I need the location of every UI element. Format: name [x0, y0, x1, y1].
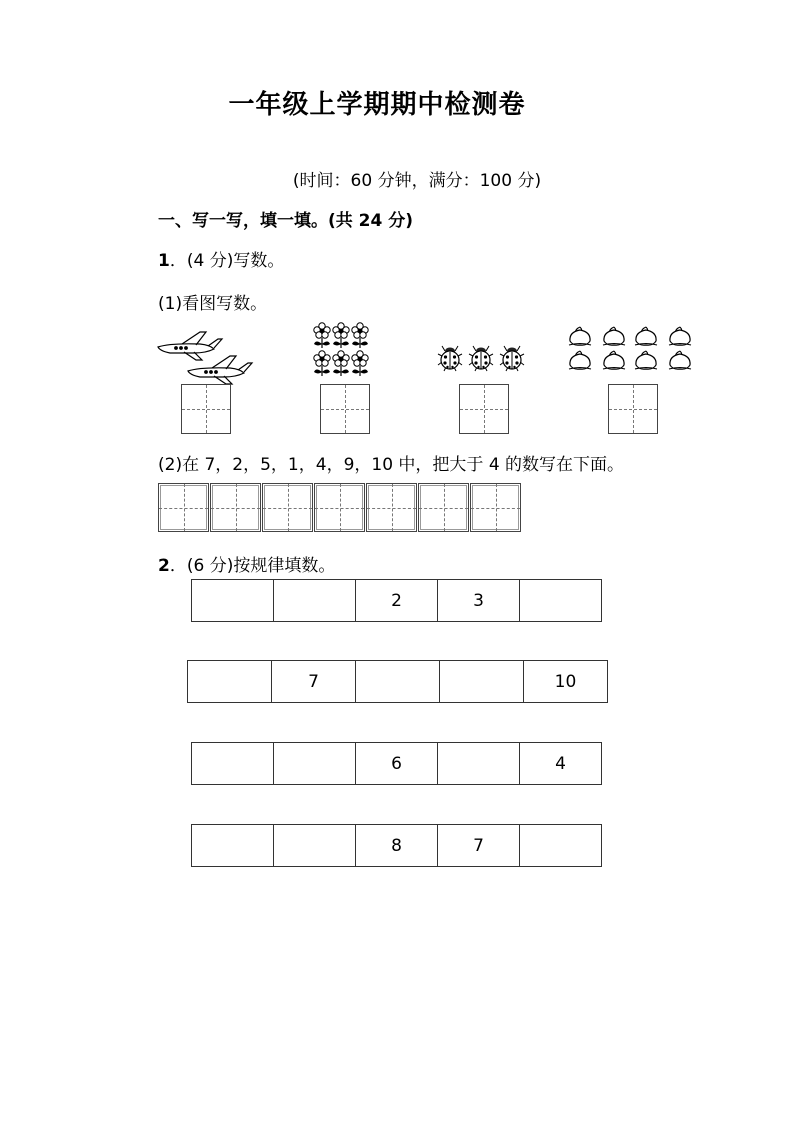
ladybug-icon — [438, 346, 462, 371]
question-1-part-2: (2)在 7，2，5，1，4，9，10 中，把大于 4 的数写在下面。 — [158, 455, 625, 475]
page-title: 一年级上学期期中检测卷 — [228, 90, 526, 120]
peaches-picture — [567, 324, 699, 374]
answer-box[interactable] — [210, 483, 261, 532]
answer-box-airplanes[interactable] — [181, 384, 231, 434]
flower-icon — [333, 351, 349, 376]
sequence-cell: 3 — [438, 580, 520, 622]
question-text: ．(6 分)按规律填数。 — [169, 556, 336, 576]
question-2-heading — [158, 551, 335, 576]
answer-box-flowers[interactable] — [320, 384, 370, 434]
sequence-cell[interactable] — [192, 580, 274, 622]
ladybug-icon — [469, 346, 493, 371]
airplane-icon — [158, 332, 222, 360]
question-1-part-1: (1)看图写数。 — [158, 294, 268, 314]
sequence-cell[interactable] — [274, 743, 356, 785]
exam-info: (时间：60 分钟，满分：100 分) — [292, 171, 542, 191]
flower-icon — [352, 323, 368, 348]
sequence-cell[interactable] — [192, 743, 274, 785]
flower-icon — [314, 351, 330, 376]
question-text: ．(4 分)写数。 — [169, 251, 285, 271]
answer-box-ladybugs[interactable] — [459, 384, 509, 434]
sequence-cell[interactable] — [520, 580, 602, 622]
sequence-row-3 — [191, 742, 602, 785]
sequence-cell: 4 — [520, 743, 602, 785]
sequence-cell[interactable] — [356, 661, 440, 703]
question-1-heading — [158, 246, 284, 271]
sequence-cell: 7 — [272, 661, 356, 703]
peach-icon — [603, 351, 625, 369]
sequence-cell: 2 — [356, 580, 438, 622]
sequence-cell[interactable] — [192, 825, 274, 867]
answer-box[interactable] — [314, 483, 365, 532]
answer-box[interactable] — [262, 483, 313, 532]
flower-icon — [352, 351, 368, 376]
sequence-cell: 8 — [356, 825, 438, 867]
question-number: 2 — [158, 556, 170, 576]
sequence-cell[interactable] — [188, 661, 272, 703]
sequence-cell: 6 — [356, 743, 438, 785]
sequence-cell[interactable] — [520, 825, 602, 867]
peach-icon — [669, 351, 691, 369]
answer-box[interactable] — [418, 483, 469, 532]
answer-box-peaches[interactable] — [608, 384, 658, 434]
sequence-cell: 7 — [438, 825, 520, 867]
sequence-cell[interactable] — [438, 743, 520, 785]
peach-icon — [635, 351, 657, 369]
sequence-row-1 — [191, 579, 602, 622]
answer-box[interactable] — [470, 483, 521, 532]
peach-icon — [603, 327, 625, 345]
peach-icon — [635, 327, 657, 345]
sequence-cell[interactable] — [274, 580, 356, 622]
flowers-picture — [313, 322, 371, 378]
airplanes-picture — [156, 330, 256, 382]
ladybugs-picture — [437, 341, 529, 373]
sequence-row-4 — [191, 824, 602, 867]
answer-box[interactable] — [366, 483, 417, 532]
sequence-cell: 10 — [524, 661, 608, 703]
question-number: 1 — [158, 251, 170, 271]
peach-icon — [569, 351, 591, 369]
ladybug-icon — [500, 346, 524, 371]
sequence-cell[interactable] — [440, 661, 524, 703]
flower-icon — [333, 323, 349, 348]
sequence-row-2 — [187, 660, 608, 703]
answer-box[interactable] — [158, 483, 209, 532]
peach-icon — [669, 327, 691, 345]
flower-icon — [314, 323, 330, 348]
section-heading: 一、写一写，填一填。(共 24 分) — [158, 211, 414, 231]
sequence-cell[interactable] — [274, 825, 356, 867]
peach-icon — [569, 327, 591, 345]
